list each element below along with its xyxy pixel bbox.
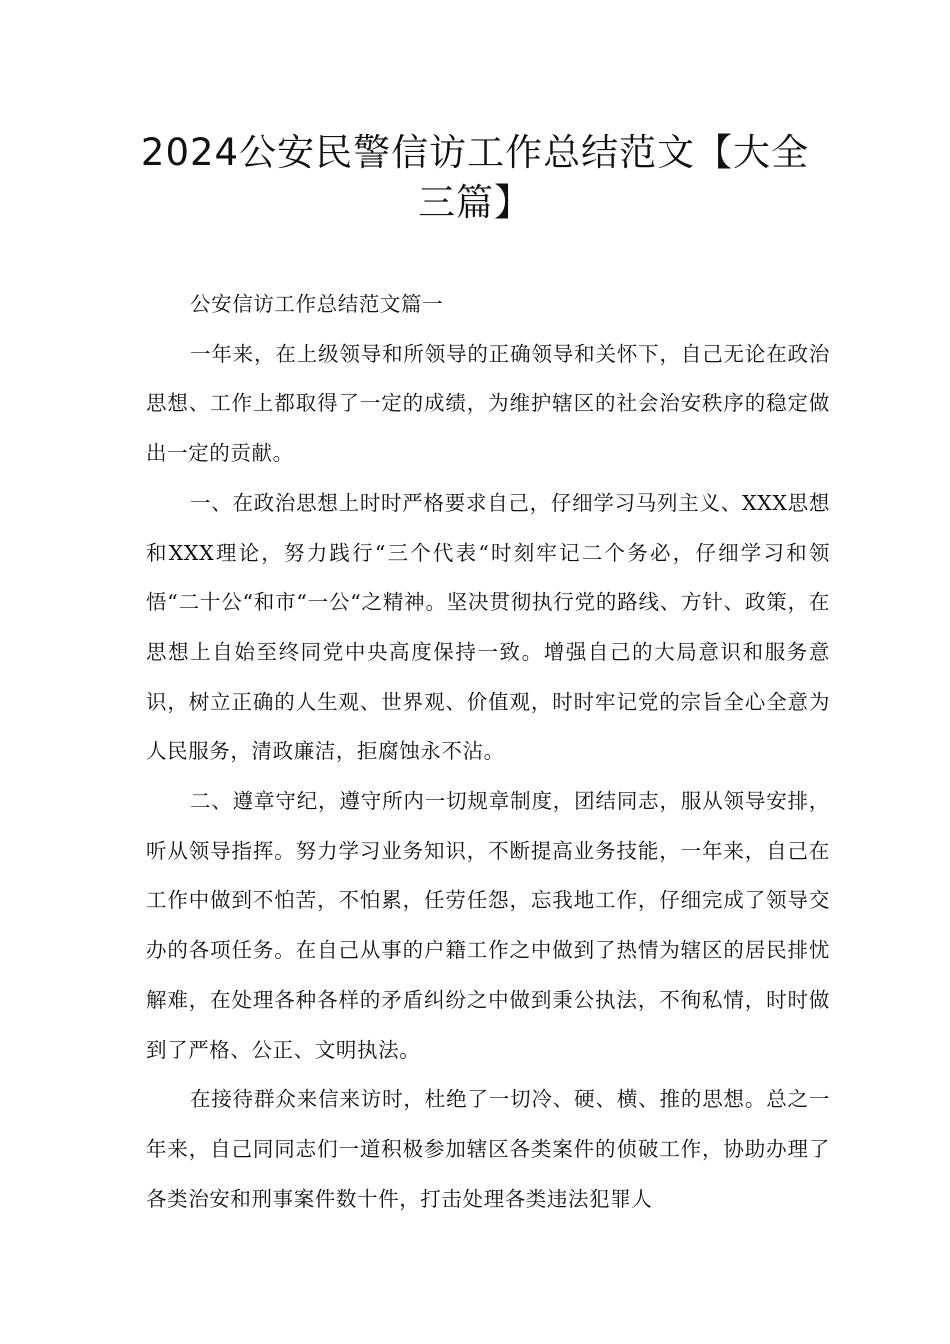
- document-title: 2024公安民警信访工作总结范文【大全三篇】: [140, 131, 810, 224]
- body-paragraph: 一、在政治思想上时时严格要求自己，仔细学习马列主义、XXX思想和XXX理论，努力践行“三个代表“时刻牢记二个务必，仔细学习和领悟“二十公“和市“一公“之精神。坚决贯彻执行党的路线、方针、政策，在思想上自始至终同党中央高度保持一致。增强自己的大局意识和服务意识，树立正确的人生观、世界观、价值观，时时牢记党的宗旨全心全意为人民服务，清政廉洁，拒腐蚀永不沾。: [146, 490, 830, 764]
- section-heading: 公安信访工作总结范文篇一: [190, 292, 444, 316]
- body-paragraph: 在接待群众来信来访时，杜绝了一切冷、硬、横、推的思想。总之一年来，自己同同志们一道积极参加辖区各类案件的侦破工作，协助办理了各类治安和刑事案件数十件，打击处理各类违法犯罪人: [146, 1087, 830, 1211]
- document-body: [146, 280, 830, 1224]
- body-paragraph: 一年来，在上级领导和所领导的正确领导和关怀下，自己无论在政治思想、工作上都取得了一定的成绩，为维护辖区的社会治安秩序的稳定做出一定的贡献。: [146, 341, 830, 466]
- body-paragraph: 二、遵章守纪，遵守所内一切规章制度，团结同志，服从领导安排，听从领导指挥。努力学习业务知识，不断提高业务技能，一年来，自己在工作中做到不怕苦，不怕累，任劳任怨，忘我地工作，仔细完成了领导交办的各项任务。在自己从事的户籍工作之中做到了热情为辖区的居民排忧解难，在处理各种各样的矛盾纠纷之中做到秉公执法，不徇私情，时时做到了严格、公正、文明执法。: [146, 789, 830, 1062]
